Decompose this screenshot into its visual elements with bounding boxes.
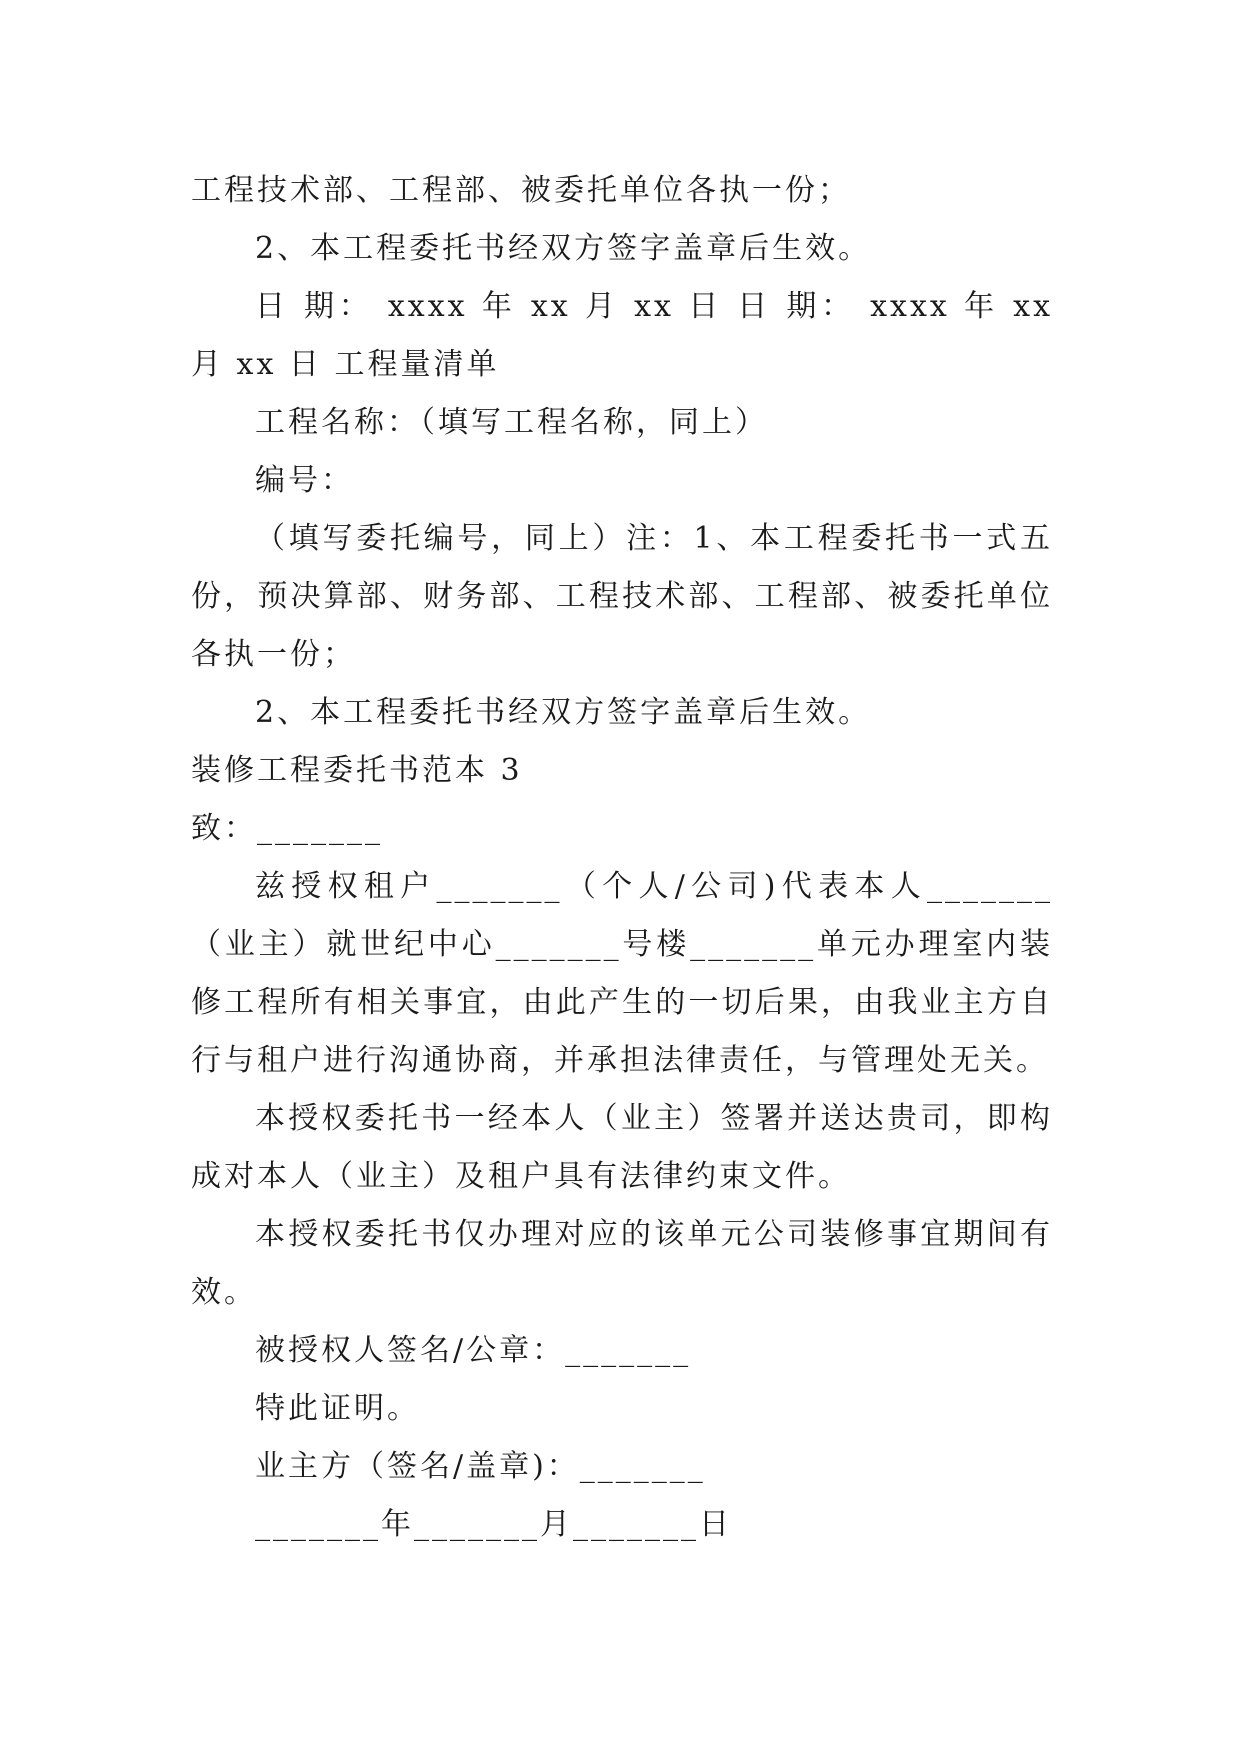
section-heading: 装修工程委托书范本 3	[191, 753, 523, 788]
paragraph-serial-number: 编号：	[255, 463, 354, 498]
paragraph-authorization: 兹授权租户_______（个人/公司)代表本人_______（业主）就世纪中心_______号楼_______单元办理室内装修工程所有相关事宜，由此产生的一切后果，由我业主方自行与租户进行沟通协商，并承担法律责任，与管理处无关。	[191, 869, 1053, 1078]
paragraph-dates: 日 期： xxxx 年 xx 月 xx 日 日 期： xxxx 年 xx 月 xx 日 工程量清单	[191, 289, 1053, 382]
paragraph-certification: 特此证明。	[255, 1391, 420, 1426]
paragraph-notes: （填写委托编号，同上）注：1、本工程委托书一式五份，预决算部、财务部、工程技术部、工程部、被委托单位各执一份；	[191, 521, 1053, 672]
paragraph-validity: 本授权委托书仅办理对应的该单元公司装修事宜期间有效。	[191, 1217, 1053, 1310]
signature-owner: 业主方（签名/盖章)：_______	[255, 1449, 706, 1484]
paragraph-addressee: 致：_______	[191, 811, 383, 846]
paragraph-binding: 本授权委托书一经本人（业主）签署并送达贵司，即构成对本人（业主）及租户具有法律约束文件。	[191, 1101, 1053, 1194]
paragraph-effective-clause: 2、本工程委托书经双方签字盖章后生效。	[255, 231, 872, 266]
paragraph-copies-distribution: 工程技术部、工程部、被委托单位各执一份；	[191, 173, 851, 208]
date-line: _______年_______月_______日	[255, 1507, 732, 1542]
document-body	[191, 162, 1053, 1554]
paragraph-effective-clause-2: 2、本工程委托书经双方签字盖章后生效。	[255, 695, 872, 730]
paragraph-project-name: 工程名称：（填写工程名称，同上）	[255, 405, 768, 440]
signature-authorized-party: 被授权人签名/公章：_______	[255, 1333, 692, 1368]
